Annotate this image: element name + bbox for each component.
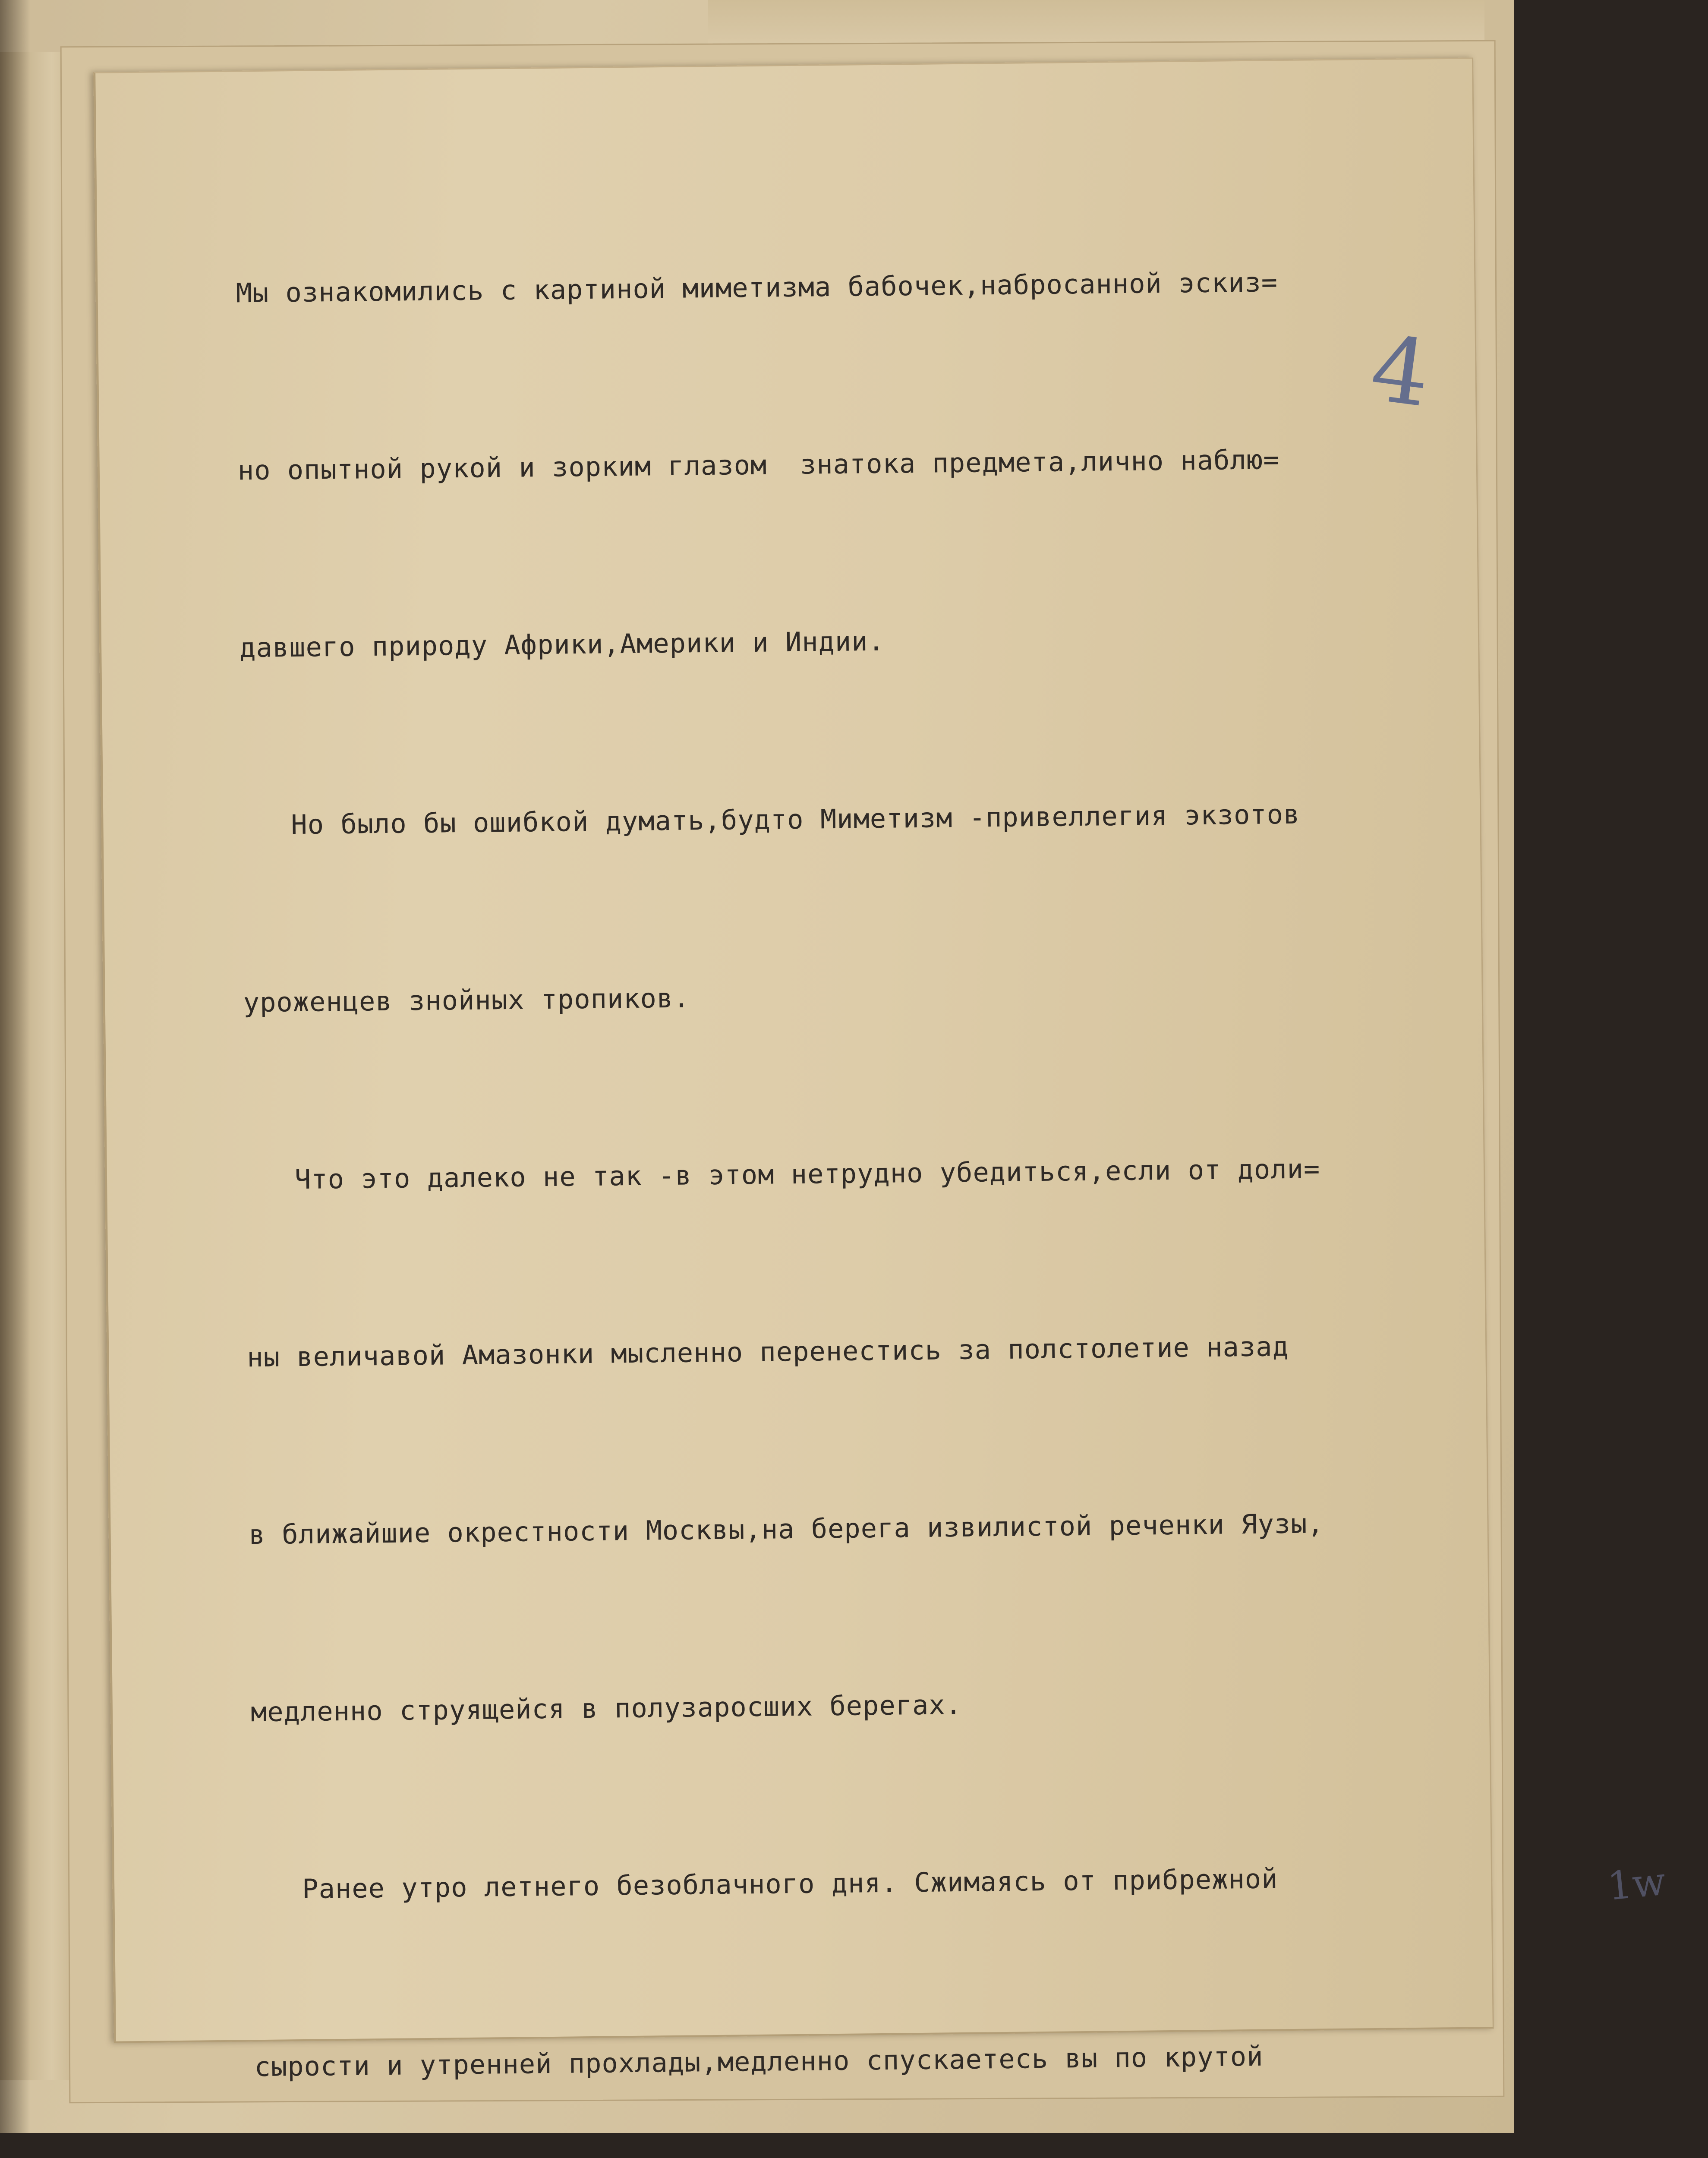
text-line: ны величавой Амазонки мысленно перенестись за полстолетие назад bbox=[246, 1331, 1289, 1373]
typed-text-block bbox=[234, 133, 1527, 2158]
side-pencil-mark: 1w bbox=[1605, 1858, 1668, 1909]
text-line: Что это далеко не так -в этом нетрудно убедиться,если от доли= bbox=[245, 1153, 1320, 1196]
text-line: медленно струящейся в полузаросших берегах. bbox=[250, 1689, 962, 1728]
text-line: в ближайшие окрестности Москвы,на берега извилистой реченки Яузы, bbox=[249, 1508, 1324, 1551]
page-number-mark: 4 bbox=[1365, 315, 1436, 428]
text-line: уроженцев знойных тропиков. bbox=[243, 982, 690, 1019]
text-line: сырости и утренней прохлады,медленно спускаетесь вы по крутой bbox=[254, 2040, 1264, 2083]
text-line: Ранее утро летнего безоблачного дня. Сжимаясь от прибрежной bbox=[252, 1863, 1278, 1906]
typed-page bbox=[93, 57, 1668, 2083]
text-line: Мы ознакомились с картиной миметизма бабочек,набросанной эскиз= bbox=[236, 266, 1278, 309]
text-line: но опытной рукой и зорким глазом знатока предмета,лично наблю= bbox=[237, 444, 1280, 486]
left-edge-shadow bbox=[0, 0, 30, 2133]
text-line: давшего природу Африки,Америки и Индии. bbox=[239, 625, 885, 664]
text-line: Но было бы ошибкой думать,будто Миметизм -привеллегия экзотов bbox=[241, 798, 1300, 841]
